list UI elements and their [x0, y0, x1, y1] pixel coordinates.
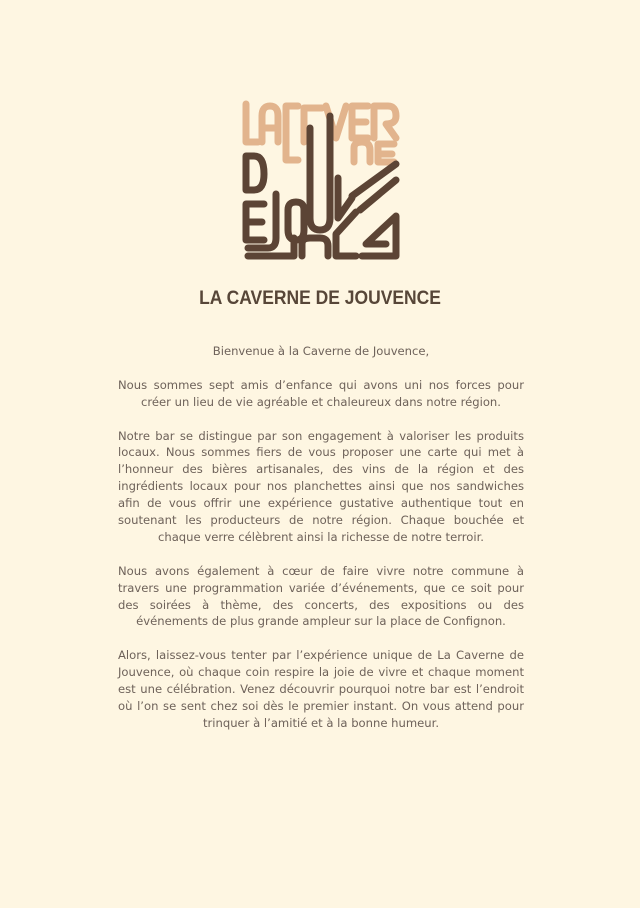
- page-title: LA CAVERNE DE JOUVENCE: [199, 288, 441, 309]
- la-caverne-de-jouvence-logo: [240, 98, 402, 262]
- greeting-paragraph: Bienvenue à la Caverne de Jouvence,: [212, 344, 430, 358]
- welcome-text: [118, 343, 524, 749]
- intro-paragraph: Nous sommes sept amis d’enfance qui avons uni nos forces pour créer un lieu de vie agréable et chaleureux dans notre région.: [118, 377, 524, 409]
- local-products-paragraph: Notre bar se distingue par son engagement à valoriser les produits locaux. Nous sommes fiers de vous proposer une carte qui met à l’honneur des bières artisanales, des vins de la région et des ingrédients locaux pour nos planchettes ainsi que nos sandwiches afin de vous offrir une expérience gustative authentique tout en soutenant les producteurs de notre région. Chaque bouchée et chaque verre célèbrent ainsi la richesse de notre terroir.: [118, 428, 524, 544]
- events-paragraph: Nous avons également à cœur de faire vivre notre commune à travers une programmation variée d’événements, que ce soit pour des soirées à thème, des concerts, des expositions ou des événements de plus grande ampleur sur la place de Confignon.: [118, 563, 524, 629]
- closing-paragraph: Alors, laissez-vous tenter par l’expérience unique de La Caverne de Jouvence, où chaque coin respire la joie de vivre et chaque moment est une célébration. Venez découvrir pourquoi notre bar est l’endroit où l’on se sent chez soi dès le premier instant. On vous attend pour trinquer à l’amitié et à la bonne humeur.: [118, 648, 524, 730]
